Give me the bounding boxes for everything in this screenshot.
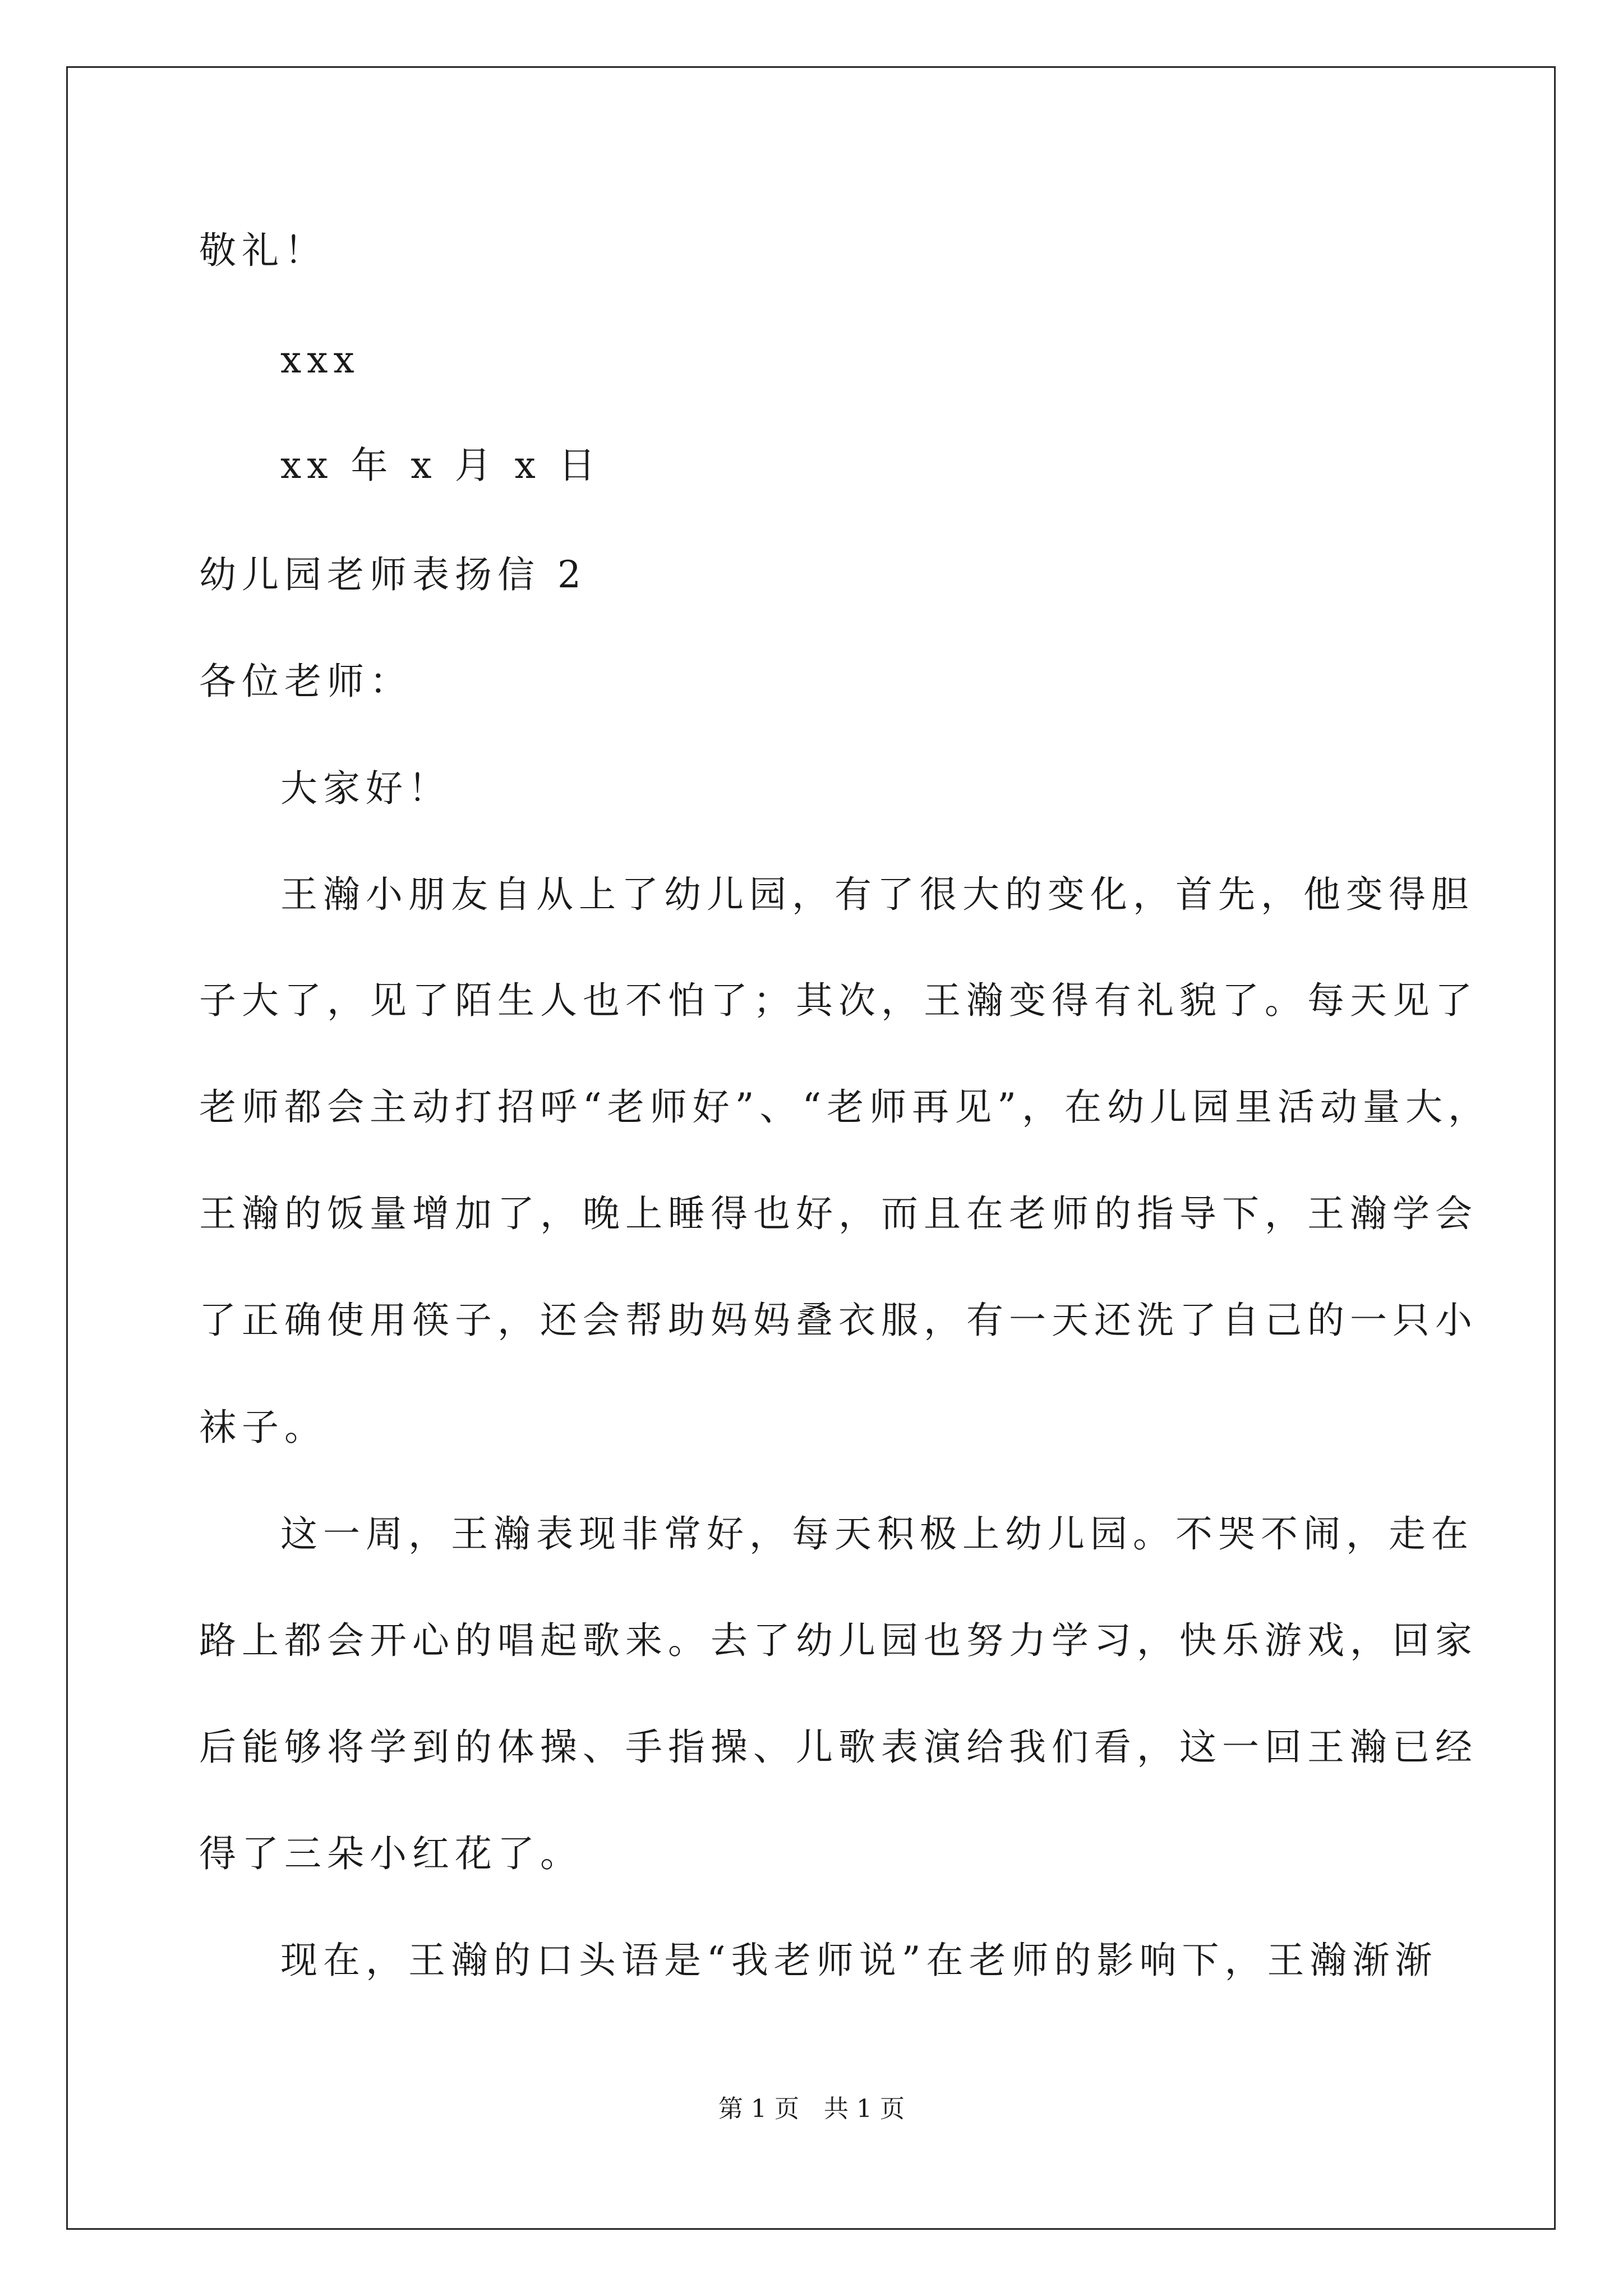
body-line: 这一周，王瀚表现非常好，每天积极上幼儿园。不哭不闹，走在 [280,1512,1474,1556]
body-line: 了正确使用筷子，还会帮助妈妈叠衣服，有一天还洗了自己的一只小 [199,1299,1478,1342]
body-line: 后能够将学到的体操、手指操、儿歌表演给我们看，这一回王瀚已经 [199,1726,1478,1769]
letter-hello: 大家好！ [280,767,451,810]
body-line: 路上都会开心的唱起歌来。去了幼儿园也努力学习，快乐游戏，回家 [199,1619,1478,1662]
body-line: 现在，王瀚的口头语是“我老师说”在老师的影响下，王瀚渐渐 [280,1939,1438,1982]
body-line: 袜子。 [199,1406,327,1449]
page-border [66,66,1556,2230]
body-line: 王瀚的饭量增加了，晚上睡得也好，而且在老师的指导下，王瀚学会 [199,1192,1478,1235]
letter-title: 幼儿园老师表扬信 2 [199,553,587,596]
page-number-footer: 第 1 页 共 1 页 [718,2095,905,2123]
letter-greeting: 各位老师： [199,660,412,703]
body-line: 子大了，见了陌生人也不怕了；其次，王瀚变得有礼貌了。每天见了 [199,979,1478,1022]
body-line: 老师都会主动打招呼“老师好”、“老师再见”，在幼儿园里活动量大， [199,1085,1491,1129]
letter-date: xx 年 x 月 x 日 [280,444,601,487]
body-line: 得了三朵小红花了。 [199,1832,583,1875]
closing-salute: 敬礼！ [199,229,327,272]
signature: xxx [280,338,360,381]
body-line: 王瀚小朋友自从上了幼儿园，有了很大的变化，首先，他变得胆 [280,873,1474,916]
